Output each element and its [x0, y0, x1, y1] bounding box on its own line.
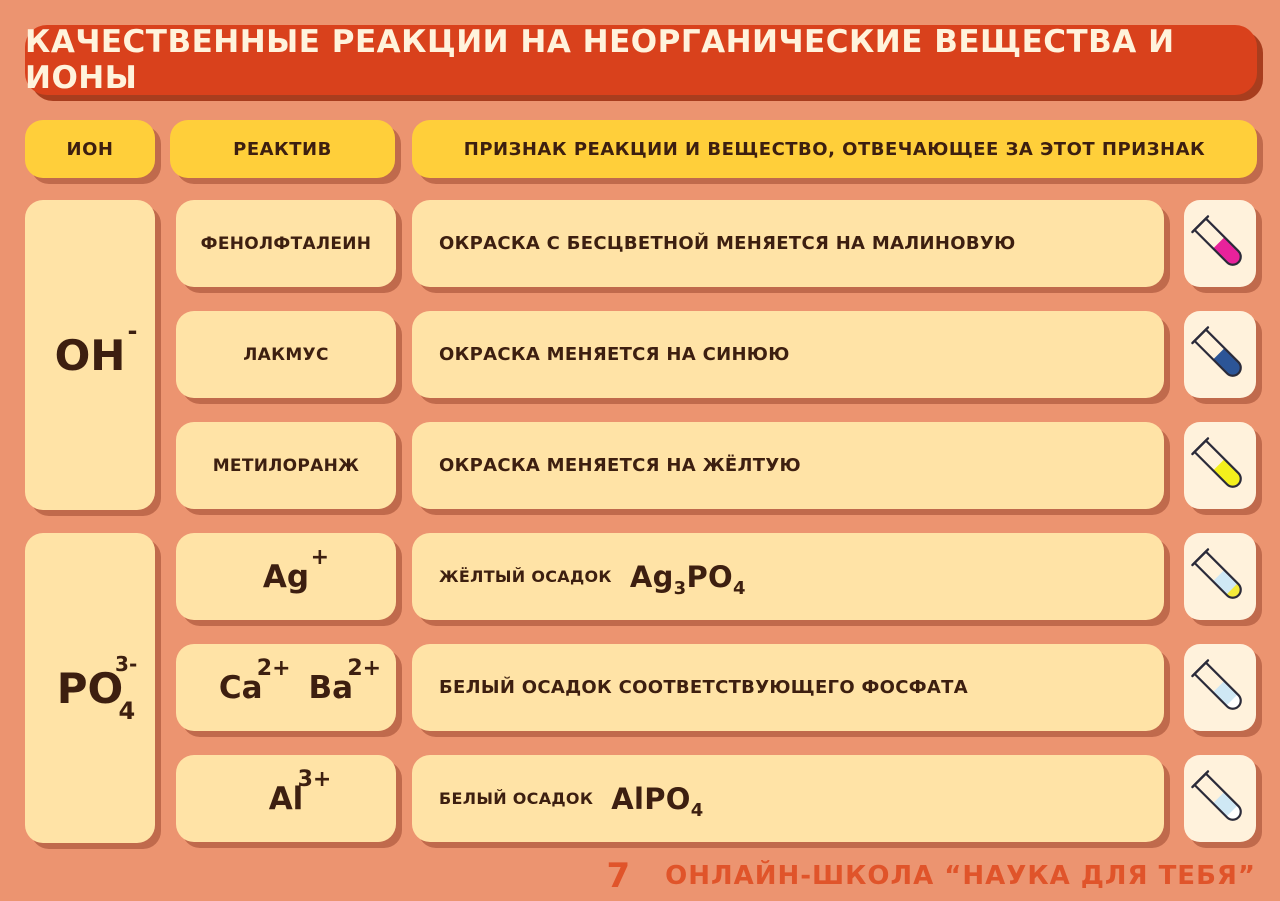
- reagent-charge: 2+: [347, 655, 382, 681]
- reagent-calcium-barium: [176, 644, 396, 731]
- test-tube-crimson-icon: [1184, 200, 1256, 287]
- tube-svg-2: [1188, 323, 1252, 387]
- header-reagent: [170, 120, 395, 178]
- header-ion-label: ИОН: [66, 138, 114, 160]
- test-tube-white-precipitate-icon: [1184, 755, 1256, 842]
- tube-svg-6: [1188, 767, 1252, 831]
- ion-hydroxide: [25, 200, 155, 510]
- reagent-aluminium-ion: [176, 755, 396, 842]
- reagent-methyl-orange: [176, 422, 396, 509]
- sign-row-3: [412, 422, 1164, 509]
- reagent-symbol: Al: [268, 780, 304, 817]
- product-subscript: 4: [732, 577, 746, 599]
- sign-row-1: [412, 200, 1164, 287]
- reagent-formula: [268, 766, 332, 817]
- tube-svg-1: [1188, 212, 1252, 276]
- sign-label: БЕЛЫЙ ОСАДОК: [439, 789, 594, 808]
- reagent-label: ФЕНОЛФТАЛЕИН: [200, 233, 372, 254]
- reagent-symbol: Ca: [218, 669, 263, 706]
- reagent-formula: [308, 655, 382, 706]
- reagent-charge: +: [310, 544, 330, 570]
- reagent-silver-ion: [176, 533, 396, 620]
- ion-phosphate-charge: 3-: [115, 651, 138, 676]
- test-tube-white-precipitate-icon: [1184, 644, 1256, 731]
- reagent-charge: 2+: [256, 655, 291, 681]
- reagent-label: МЕТИЛОРАНЖ: [212, 455, 360, 476]
- header-sign: [412, 120, 1257, 178]
- ion-hydroxide-charge: -: [127, 316, 138, 345]
- sign-label: БЕЛЫЙ ОСАДОК СООТВЕТСТВУЮЩЕГО ФОСФАТА: [439, 677, 968, 698]
- reagent-formula: [262, 544, 330, 595]
- page-title-text: КАЧЕСТВЕННЫЕ РЕАКЦИИ НА НЕОРГАНИЧЕСКИЕ ВЕЩЕСТВА И ИОНЫ: [25, 24, 1175, 96]
- product-part: AlPO: [611, 781, 691, 816]
- sign-row-6: [412, 755, 1164, 842]
- product-subscript: 3: [673, 577, 687, 599]
- test-tube-blue-icon: [1184, 311, 1256, 398]
- sign-label: ЖЁЛТЫЙ ОСАДОК: [439, 567, 612, 586]
- sign-label: ОКРАСКА МЕНЯЕТСЯ НА СИНЮЮ: [439, 344, 790, 365]
- product-subscript: 4: [690, 799, 704, 821]
- reagent-formula: [218, 655, 291, 706]
- ion-phosphate: [25, 533, 155, 843]
- sign-label: ОКРАСКА С БЕСЦВЕТНОЙ МЕНЯЕТСЯ НА МАЛИНОВУЮ: [439, 233, 1016, 254]
- tube-svg-4: [1188, 545, 1252, 609]
- ion-hydroxide-symbol: OH: [54, 330, 126, 380]
- product-formula: [629, 559, 746, 599]
- header-sign-label: ПРИЗНАК РЕАКЦИИ И ВЕЩЕСТВО, ОТВЕЧАЮЩЕЕ ЗА ЭТОТ ПРИЗНАК: [463, 138, 1206, 160]
- product-formula: [611, 781, 704, 821]
- reagent-charge: 3+: [297, 766, 332, 792]
- ion-phosphate-subscript: 4: [118, 696, 136, 725]
- reagent-symbol: Ba: [308, 669, 354, 706]
- ion-phosphate-formula: [56, 651, 138, 725]
- footer-logo-number: 7: [606, 856, 632, 896]
- tube-svg-3: [1188, 434, 1252, 498]
- sign-row-2: [412, 311, 1164, 398]
- product-part: PO: [686, 559, 733, 594]
- ion-phosphate-symbol: PO: [56, 663, 124, 713]
- reagent-phenolphthalein: [176, 200, 396, 287]
- tube-svg-5: [1188, 656, 1252, 720]
- test-tube-yellow-icon: [1184, 422, 1256, 509]
- reagent-litmus: [176, 311, 396, 398]
- header-ion: [25, 120, 155, 178]
- footer-school-name: ОНЛАЙН-ШКОЛА “НАУКА ДЛЯ ТЕБЯ”: [665, 861, 1256, 891]
- sign-row-5: [412, 644, 1164, 731]
- reagent-label: ЛАКМУС: [243, 344, 329, 365]
- page-title: [25, 25, 1257, 95]
- test-tube-yellow-precipitate-icon: [1184, 533, 1256, 620]
- reagent-symbol: Ag: [262, 558, 310, 595]
- footer-brand: [607, 856, 1257, 896]
- ion-hydroxide-formula: [54, 316, 138, 380]
- sign-row-4: [412, 533, 1164, 620]
- header-reagent-label: РЕАКТИВ: [233, 138, 332, 160]
- sign-label: ОКРАСКА МЕНЯЕТСЯ НА ЖЁЛТУЮ: [439, 455, 801, 476]
- product-part: Ag: [629, 559, 674, 594]
